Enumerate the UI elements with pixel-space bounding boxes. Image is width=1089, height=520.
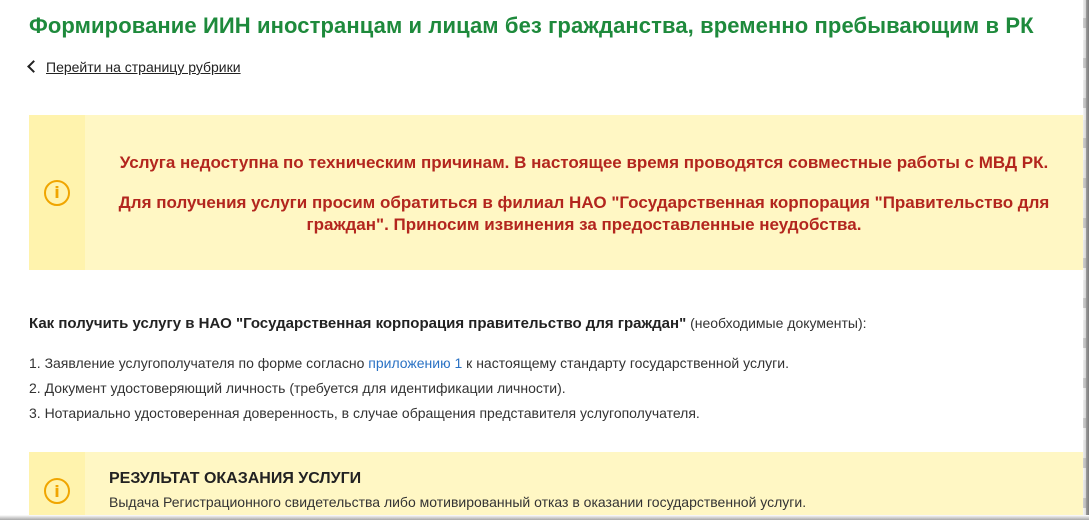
result-text: Выдача Регистрационного свидетельства либо мотивированный отказ в оказании государственной услуги.	[109, 494, 807, 510]
chevron-left-icon	[27, 60, 40, 73]
howto-heading	[29, 315, 867, 332]
service-unavailable-alert	[29, 115, 1083, 270]
howto-suffix: (необходимые документы):	[686, 315, 867, 331]
appendix-1-link[interactable]: приложению 1	[368, 355, 463, 371]
doc-text: 1. Заявление услугополучателя по форме согласно	[29, 355, 369, 371]
list-item	[29, 379, 789, 404]
doc-text: 3. Нотариально удостоверенная доверенность, в случае обращения представителя услугополучателя.	[29, 405, 700, 421]
result-icon-column	[29, 452, 85, 520]
torn-edge-right	[1083, 0, 1089, 520]
page-title: Формирование ИИН иностранцам и лицам без гражданства, временно пребывающим в РК	[29, 13, 1034, 38]
alert-icon-column	[29, 115, 85, 270]
list-item	[29, 354, 789, 379]
alert-line-2: Для получения услуги просим обратиться в филиал НАО "Государственная корпорация "Правительство для граждан". Приносим извинения за предоставленные неудобства.	[118, 193, 1050, 234]
result-body	[85, 452, 806, 520]
list-item	[29, 404, 789, 429]
required-documents-list	[29, 354, 789, 429]
service-result-box	[29, 452, 1083, 520]
info-circle-icon: i	[44, 180, 70, 206]
back-to-rubric-link[interactable]	[29, 59, 241, 75]
result-heading: РЕЗУЛЬТАТ ОКАЗАНИЯ УСЛУГИ	[109, 470, 362, 487]
alert-line-1: Услуга недоступна по техническим причинам. В настоящее время проводятся совместные работы с МВД РК.	[119, 153, 1049, 172]
howto-prefix: Как получить услугу в НАО "Государственная корпорация правительство для граждан"	[29, 315, 687, 332]
torn-edge-bottom	[0, 515, 1089, 520]
doc-text: 2. Документ удостоверяющий личность (требуется для идентификации личности).	[29, 380, 566, 396]
alert-message	[85, 115, 1083, 270]
back-link-label: Перейти на страницу рубрики	[46, 59, 241, 75]
info-circle-icon: i	[44, 478, 70, 504]
doc-text: к настоящему стандарту государственной услуги.	[462, 355, 789, 371]
